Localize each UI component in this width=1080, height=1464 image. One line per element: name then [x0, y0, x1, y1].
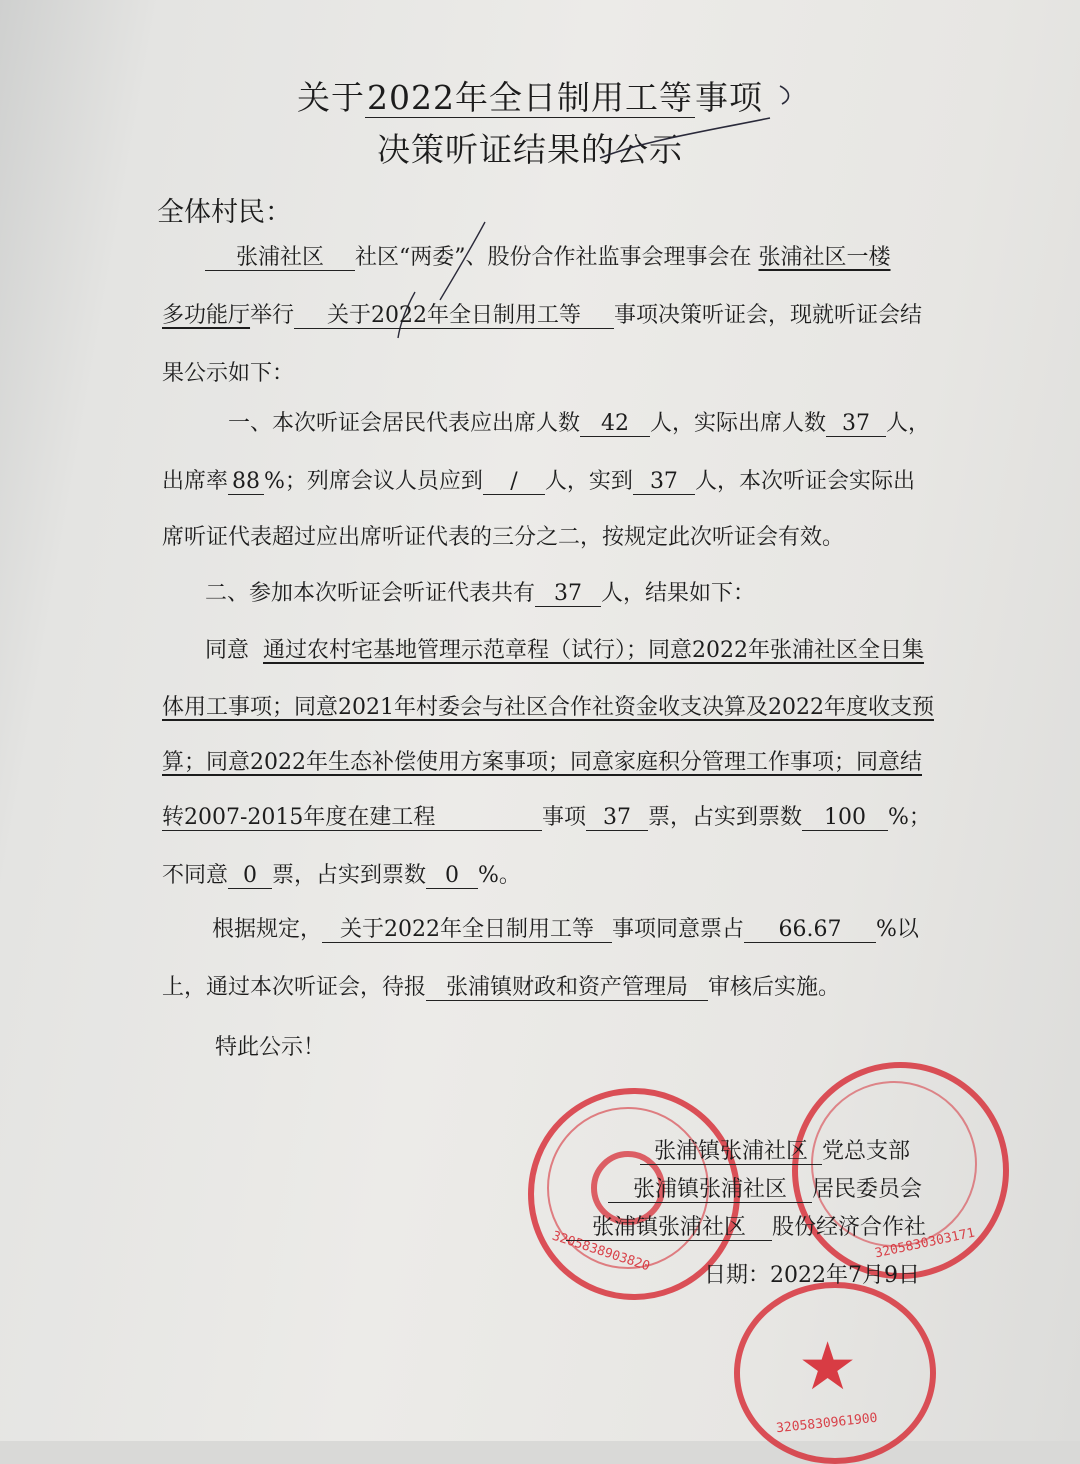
intro-venue-2: 多功能厅	[162, 303, 251, 328]
signature-role-2: 居民委员会	[812, 1177, 923, 1202]
signature-org-1: 张浦镇张浦社区	[640, 1139, 822, 1165]
percent-end: %；	[888, 805, 931, 830]
cooperative-seal	[734, 1282, 936, 1464]
intro-hearing: 事项决策听证会，现就听证会结	[614, 303, 923, 328]
conclusion-line2-lead: 上，通过本次听证会，待报	[162, 975, 427, 1000]
conclusion-line-2	[162, 970, 840, 1001]
title-prefix: 关于	[297, 78, 365, 117]
cooperative-seal-code: 3205830961900	[775, 1410, 879, 1437]
agree-text-4: 转2007-2015年度在建工程	[162, 805, 542, 831]
residents-seal-code: 3205830303171	[873, 1225, 977, 1262]
signature-role-1: 党总支部	[822, 1139, 911, 1164]
section2-line-1	[205, 576, 755, 607]
disagree-votes: 0	[228, 863, 272, 889]
intro-line-3: 果公示如下：	[162, 361, 295, 386]
agree-text-1: 通过农村宅基地管理示范章程（试行）；同意2022年张浦社区全日集	[263, 638, 925, 663]
observers-mid: 人，实到	[544, 469, 633, 494]
review-authority: 张浦镇财政和资产管理局	[426, 975, 708, 1001]
disagree-percent: 0	[426, 863, 478, 889]
conclusion-mid: 事项同意票占	[612, 917, 745, 942]
party-seal-code: 3205838903820	[550, 1228, 652, 1275]
matter-label: 事项	[542, 805, 587, 830]
section1-lead: 一、本次听证会居民代表应出席人数	[228, 411, 581, 436]
conclusion-matter: 关于2022年全日制用工等	[322, 917, 612, 943]
votes-rest: 票，占实到票数	[648, 805, 803, 830]
section1-line-2	[162, 464, 915, 495]
agree-line-3	[162, 745, 922, 776]
observers-actual: 37	[633, 469, 695, 495]
agree-text-3: 算；同意2022年生态补偿使用方案事项；同意家庭积分管理工作事项；同意结	[162, 750, 922, 775]
section1-line-1	[228, 406, 930, 437]
signature-role-3: 股份经济合作社	[772, 1215, 927, 1240]
rate-label: 出席率	[162, 469, 229, 494]
date-value: 2022年7月9日	[770, 1263, 920, 1288]
conclusion-line2-end: 审核后实施。	[708, 975, 841, 1000]
signature-org-3: 张浦镇张浦社区	[566, 1215, 772, 1241]
signature-cooperative	[566, 1210, 926, 1241]
star-icon: ★	[798, 1328, 858, 1405]
title-suffix: 事项	[695, 78, 763, 117]
conclusion-lead: 根据规定，	[212, 917, 323, 942]
threshold-percent: 66.67	[744, 917, 876, 943]
agree-label: 同意	[205, 638, 250, 663]
conclusion-end: %以	[876, 917, 919, 942]
attendance-rate: 88	[228, 469, 264, 495]
intro-venue-1: 张浦社区一楼	[758, 245, 891, 270]
residents-committee-seal	[792, 1062, 1009, 1279]
section2-lead: 二、参加本次听证会听证代表共有	[205, 581, 536, 606]
intro-committees: 社区“两委”、股份合作社监事会理事会在	[355, 245, 752, 270]
agree-votes: 37	[586, 805, 648, 831]
disagree-line	[162, 858, 521, 889]
expected-count: 42	[580, 411, 650, 437]
section1-unit2: 人，	[886, 411, 931, 436]
section2-lead-rest: 人，结果如下：	[601, 581, 756, 606]
signature-residents-committee	[608, 1172, 922, 1203]
intro-community: 张浦社区	[205, 245, 355, 271]
intro-held: 举行	[250, 303, 295, 328]
observers-expected: /	[483, 469, 545, 495]
closing-remark: 特此公示！	[215, 1035, 326, 1060]
observers-rest: 人，本次听证会实际出	[694, 469, 915, 494]
disagree-mid: 票，占实到票数	[272, 863, 427, 888]
signature-party-branch	[640, 1134, 910, 1165]
actual-count: 37	[826, 411, 886, 437]
agree-line-1	[205, 633, 924, 664]
section1-unit1: 人，实际出席人数	[650, 411, 827, 436]
salutation: 全体村民：	[157, 197, 292, 228]
conclusion-line-1	[212, 912, 919, 943]
disagree-end: %。	[478, 863, 521, 888]
agree-line-2	[162, 690, 934, 721]
title-line-2: 决策听证结果的公示	[377, 130, 683, 169]
representatives-total: 37	[535, 581, 601, 607]
title-subject: 2022年全日制用工等	[365, 79, 695, 118]
date-line	[704, 1258, 920, 1289]
signature-org-2: 张浦镇张浦社区	[608, 1177, 812, 1203]
date-label: 日期：	[704, 1263, 771, 1288]
agree-text-2: 体用工事项；同意2021年村委会与社区合作社资金收支决算及2022年度收支预	[162, 695, 934, 720]
intro-line-2	[162, 298, 922, 329]
section1-line-3: 席听证代表超过应出席听证代表的三分之二，按规定此次听证会有效。	[162, 525, 845, 550]
rate-rest: %；列席会议人员应到	[264, 469, 483, 494]
intro-matter: 关于2022年全日制用工等	[294, 303, 614, 329]
disagree-label: 不同意	[162, 863, 229, 888]
intro-line-1	[205, 240, 891, 271]
agree-line-4	[162, 800, 931, 831]
agree-percent: 100	[802, 805, 888, 831]
